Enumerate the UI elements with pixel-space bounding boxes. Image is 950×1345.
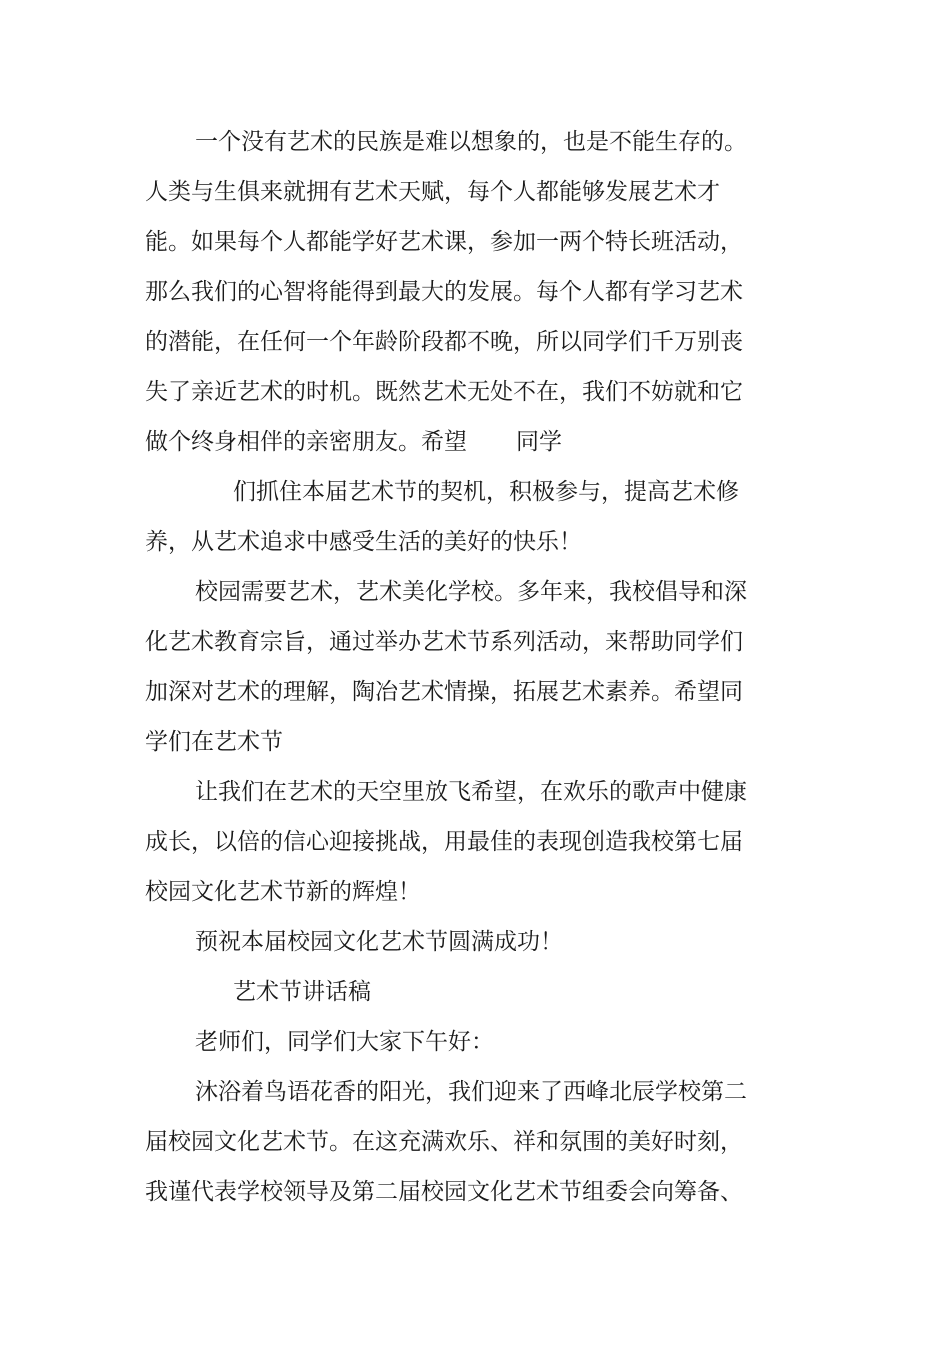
text-line: 我谨代表学校领导及第二届校园文化艺术节组委会向筹备、 xyxy=(145,1179,743,1205)
text-line: 学们在艺术节 xyxy=(145,729,283,755)
text-line: 们抓住本届艺术节的契机，积极参与，提高艺术修 xyxy=(233,479,739,505)
text-line: 能。如果每个人都能学好艺术课，参加一两个特长班活动， xyxy=(145,229,743,255)
text-line: 一个没有艺术的民族是难以想象的，也是不能生存的。 xyxy=(195,129,747,155)
text-line: 校园文化艺术节新的辉煌！ xyxy=(145,879,421,905)
text-line: 成长，以倍的信心迎接挑战，用最佳的表现创造我校第七届 xyxy=(145,829,743,855)
text-line: 化艺术教育宗旨，通过举办艺术节系列活动，来帮助同学们 xyxy=(145,629,743,655)
text-line: 那么我们的心智将能得到最大的发展。每个人都有学习艺术 xyxy=(145,279,743,305)
section-title: 艺术节讲话稿 xyxy=(233,979,371,1005)
text-line: 养，从艺术追求中感受生活的美好的快乐！ xyxy=(145,529,582,555)
text-line: 届校园文化艺术节。在这充满欢乐、祥和氛围的美好时刻， xyxy=(145,1129,743,1155)
text-line: 的潜能，在任何一个年龄阶段都不晚，所以同学们千万别丧 xyxy=(145,329,743,355)
text-line: 沐浴着鸟语花香的阳光，我们迎来了西峰北辰学校第二 xyxy=(195,1079,747,1105)
text-line: 预祝本届校园文化艺术节圆满成功！ xyxy=(195,929,563,955)
text-line: 加深对艺术的理解，陶冶艺术情操，拓展艺术素养。希望同 xyxy=(145,679,743,705)
text-line: 校园需要艺术，艺术美化学校。多年来，我校倡导和深 xyxy=(195,579,747,605)
text-line: 做个终身相伴的亲密朋友。希望 xyxy=(145,429,467,455)
text-line: 让我们在艺术的天空里放飞希望，在欢乐的歌声中健康 xyxy=(195,779,747,805)
text-line: 失了亲近艺术的时机。既然艺术无处不在，我们不妨就和它 xyxy=(145,379,743,405)
greeting-line: 老师们，同学们大家下午好： xyxy=(195,1029,494,1055)
text-line: 同学 xyxy=(516,429,562,455)
text-line: 人类与生俱来就拥有艺术天赋，每个人都能够发展艺术才 xyxy=(145,179,720,205)
